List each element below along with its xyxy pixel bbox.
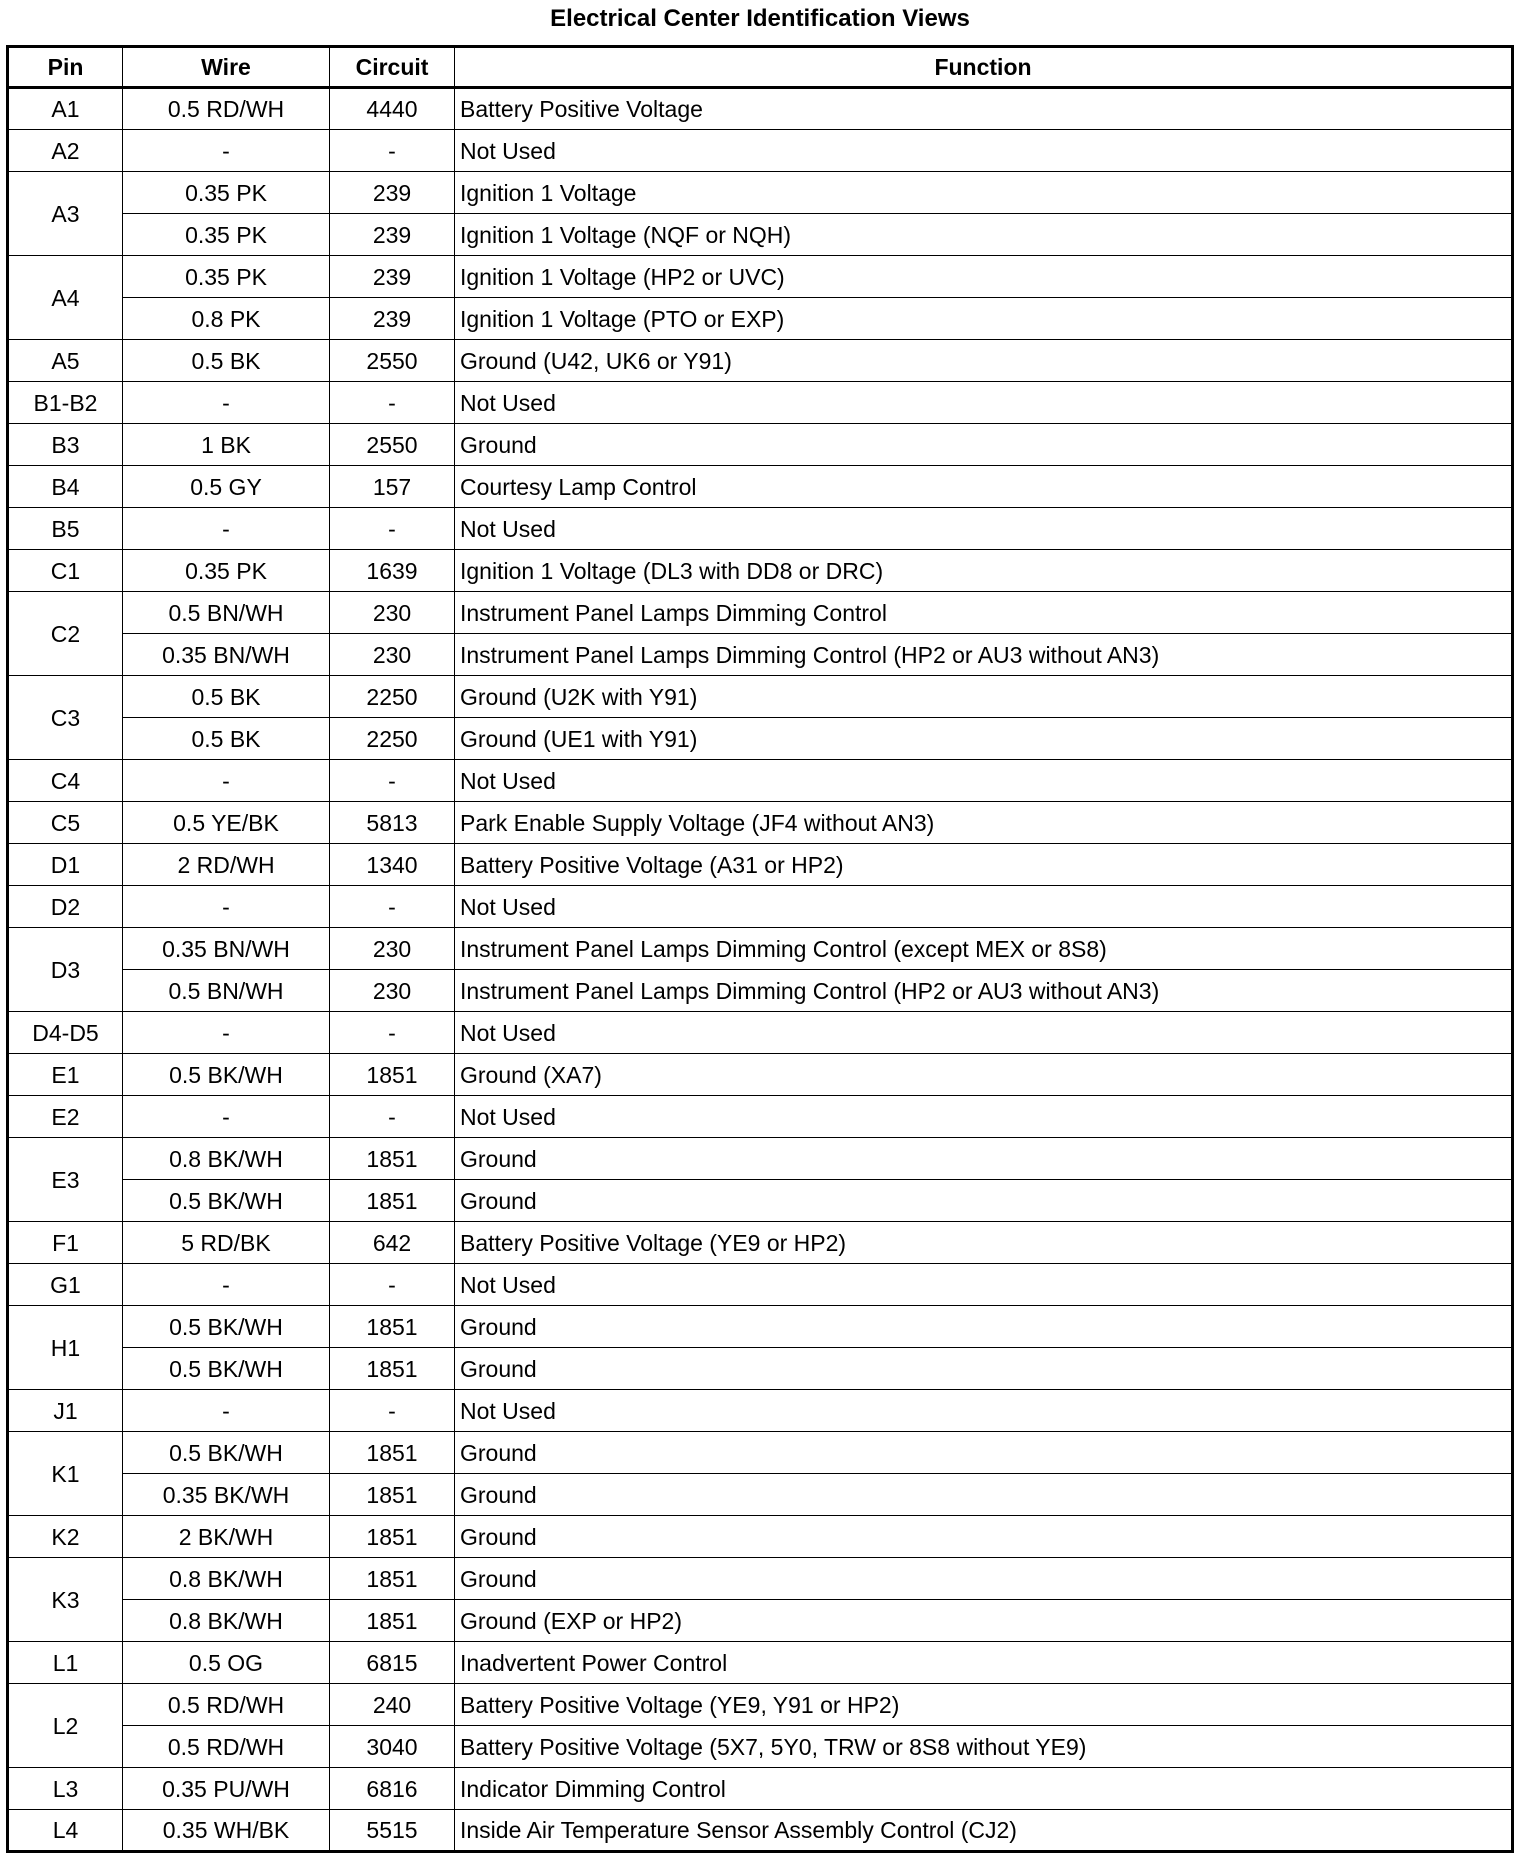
wire-cell: 0.5 YE/BK [123,802,330,844]
function-cell: Ignition 1 Voltage [455,172,1513,214]
circuit-cell: 5813 [330,802,455,844]
table-row [8,1222,1513,1264]
function-cell: Ground [455,1138,1513,1180]
table-row [8,1054,1513,1096]
wire-cell: 0.5 BK [123,718,330,760]
table-row [8,1768,1513,1810]
function-cell: Battery Positive Voltage (YE9, Y91 or HP2) [455,1684,1513,1726]
circuit-cell: 1851 [330,1600,455,1642]
circuit-cell: 1851 [330,1558,455,1600]
wire-cell: 0.5 BK/WH [123,1054,330,1096]
table-row [8,760,1513,802]
pin-cell: K3 [8,1558,123,1642]
circuit-cell: 1340 [330,844,455,886]
circuit-cell: 230 [330,970,455,1012]
function-cell: Instrument Panel Lamps Dimming Control (HP2 or AU3 without AN3) [455,634,1513,676]
function-cell: Not Used [455,1264,1513,1306]
function-cell: Ground [455,1306,1513,1348]
table-row [8,466,1513,508]
wire-cell: 0.35 PK [123,550,330,592]
table-row [8,634,1513,676]
table-row [8,844,1513,886]
table-row [8,1642,1513,1684]
table-row [8,1600,1513,1642]
function-cell: Not Used [455,1012,1513,1054]
circuit-cell: 230 [330,592,455,634]
wire-cell: - [123,1012,330,1054]
wire-cell: 2 BK/WH [123,1516,330,1558]
function-cell: Ground [455,1348,1513,1390]
function-cell: Not Used [455,382,1513,424]
table-row [8,1264,1513,1306]
pin-cell: A3 [8,172,123,256]
circuit-cell: - [330,886,455,928]
circuit-cell: 239 [330,256,455,298]
table-row [8,676,1513,718]
function-cell: Ground (U42, UK6 or Y91) [455,340,1513,382]
table-row [8,1348,1513,1390]
function-cell: Ground [455,1516,1513,1558]
wire-cell: 1 BK [123,424,330,466]
table-row [8,886,1513,928]
pin-cell: K1 [8,1432,123,1516]
table-row [8,928,1513,970]
wire-cell: 5 RD/BK [123,1222,330,1264]
circuit-cell: - [330,1096,455,1138]
function-cell: Ignition 1 Voltage (DL3 with DD8 or DRC) [455,550,1513,592]
function-cell: Instrument Panel Lamps Dimming Control [455,592,1513,634]
table-row [8,256,1513,298]
function-cell: Battery Positive Voltage (A31 or HP2) [455,844,1513,886]
circuit-cell: - [330,130,455,172]
table-row [8,1012,1513,1054]
column-header-circuit: Circuit [330,47,455,88]
circuit-cell: 1851 [330,1054,455,1096]
pin-cell: B1-B2 [8,382,123,424]
circuit-cell: 239 [330,214,455,256]
wire-cell: 0.5 RD/WH [123,1726,330,1768]
pin-cell: D1 [8,844,123,886]
pin-cell: B3 [8,424,123,466]
circuit-cell: - [330,508,455,550]
table-row [8,424,1513,466]
pin-cell: D3 [8,928,123,1012]
circuit-cell: 2550 [330,340,455,382]
circuit-cell: 1851 [330,1138,455,1180]
table-row [8,214,1513,256]
table-row [8,340,1513,382]
column-header-pin: Pin [8,47,123,88]
pin-cell: L4 [8,1810,123,1852]
circuit-cell: - [330,1264,455,1306]
table-row [8,130,1513,172]
wire-cell: 2 RD/WH [123,844,330,886]
wire-cell: - [123,130,330,172]
function-cell: Ground (U2K with Y91) [455,676,1513,718]
function-cell: Ground (XA7) [455,1054,1513,1096]
circuit-cell: 240 [330,1684,455,1726]
circuit-cell: 157 [330,466,455,508]
wire-cell: 0.35 BN/WH [123,634,330,676]
pin-cell: C1 [8,550,123,592]
function-cell: Not Used [455,886,1513,928]
function-cell: Not Used [455,1096,1513,1138]
table-row [8,1306,1513,1348]
pin-cell: K2 [8,1516,123,1558]
circuit-cell: - [330,1012,455,1054]
pin-cell: L3 [8,1768,123,1810]
circuit-cell: 1851 [330,1348,455,1390]
table-row [8,1810,1513,1852]
circuit-cell: 2250 [330,718,455,760]
wire-cell: - [123,508,330,550]
circuit-cell: 6815 [330,1642,455,1684]
function-cell: Ground [455,1432,1513,1474]
table-row [8,1096,1513,1138]
wire-cell: 0.35 PU/WH [123,1768,330,1810]
table-header-row [8,47,1513,88]
wire-cell: 0.8 BK/WH [123,1138,330,1180]
table-row [8,1558,1513,1600]
wire-cell: 0.5 BN/WH [123,592,330,634]
function-cell: Ground (UE1 with Y91) [455,718,1513,760]
pin-cell: A1 [8,88,123,130]
pin-cell: C3 [8,676,123,760]
table-row [8,1684,1513,1726]
pin-cell: A2 [8,130,123,172]
pin-cell: A4 [8,256,123,340]
wire-cell: 0.5 BK/WH [123,1432,330,1474]
wire-cell: 0.35 WH/BK [123,1810,330,1852]
wire-cell: - [123,886,330,928]
circuit-cell: 1851 [330,1432,455,1474]
function-cell: Ground (EXP or HP2) [455,1600,1513,1642]
table-body [8,88,1513,1852]
pin-cell: F1 [8,1222,123,1264]
pin-cell: C5 [8,802,123,844]
table-row [8,298,1513,340]
table-row [8,718,1513,760]
table-row [8,1432,1513,1474]
table-row [8,172,1513,214]
function-cell: Instrument Panel Lamps Dimming Control (except MEX or 8S8) [455,928,1513,970]
table-row [8,382,1513,424]
function-cell: Battery Positive Voltage [455,88,1513,130]
wire-cell: 0.5 BK/WH [123,1306,330,1348]
circuit-cell: - [330,382,455,424]
table-row [8,1138,1513,1180]
wire-cell: 0.5 GY [123,466,330,508]
function-cell: Indicator Dimming Control [455,1768,1513,1810]
circuit-cell: 5515 [330,1810,455,1852]
wire-cell: 0.5 BK [123,676,330,718]
table-row [8,1390,1513,1432]
function-cell: Ignition 1 Voltage (HP2 or UVC) [455,256,1513,298]
table-row [8,88,1513,130]
column-header-function: Function [455,47,1513,88]
circuit-cell: 642 [330,1222,455,1264]
circuit-cell: 1851 [330,1516,455,1558]
wire-cell: 0.5 BK [123,340,330,382]
circuit-cell: 1851 [330,1306,455,1348]
circuit-cell: 239 [330,298,455,340]
circuit-cell: 1851 [330,1474,455,1516]
pin-cell: C2 [8,592,123,676]
function-cell: Not Used [455,130,1513,172]
circuit-cell: 230 [330,634,455,676]
function-cell: Inadvertent Power Control [455,1642,1513,1684]
function-cell: Ground [455,1474,1513,1516]
table-row [8,1474,1513,1516]
wire-cell: 0.35 PK [123,256,330,298]
wire-cell: 0.8 BK/WH [123,1600,330,1642]
wire-cell: 0.5 BN/WH [123,970,330,1012]
pin-cell: D2 [8,886,123,928]
function-cell: Park Enable Supply Voltage (JF4 without AN3) [455,802,1513,844]
function-cell: Ground [455,424,1513,466]
function-cell: Not Used [455,1390,1513,1432]
pin-cell: L2 [8,1684,123,1768]
circuit-cell: 4440 [330,88,455,130]
table-row [8,1726,1513,1768]
function-cell: Courtesy Lamp Control [455,466,1513,508]
wire-cell: 0.35 BK/WH [123,1474,330,1516]
pin-cell: L1 [8,1642,123,1684]
column-header-wire: Wire [123,47,330,88]
pin-cell: E1 [8,1054,123,1096]
table-row [8,1180,1513,1222]
wire-cell: 0.35 PK [123,214,330,256]
wire-cell: - [123,1264,330,1306]
wire-cell: 0.35 PK [123,172,330,214]
function-cell: Not Used [455,760,1513,802]
wire-cell: - [123,1096,330,1138]
circuit-cell: 6816 [330,1768,455,1810]
function-cell: Not Used [455,508,1513,550]
wire-cell: 0.5 BK/WH [123,1348,330,1390]
table-row [8,508,1513,550]
table-row [8,1516,1513,1558]
wire-cell: - [123,1390,330,1432]
circuit-cell: 2250 [330,676,455,718]
wire-cell: 0.35 BN/WH [123,928,330,970]
table-row [8,592,1513,634]
function-cell: Inside Air Temperature Sensor Assembly Control (CJ2) [455,1810,1513,1852]
table-row [8,970,1513,1012]
function-cell: Ignition 1 Voltage (PTO or EXP) [455,298,1513,340]
function-cell: Battery Positive Voltage (5X7, 5Y0, TRW or 8S8 without YE9) [455,1726,1513,1768]
circuit-cell: 1851 [330,1180,455,1222]
wire-cell: 0.8 PK [123,298,330,340]
pin-table [6,45,1514,1853]
circuit-cell: 239 [330,172,455,214]
pin-cell: J1 [8,1390,123,1432]
pin-cell: D4-D5 [8,1012,123,1054]
circuit-cell: 3040 [330,1726,455,1768]
wire-cell: 0.5 BK/WH [123,1180,330,1222]
pin-cell: H1 [8,1306,123,1390]
function-cell: Ignition 1 Voltage (NQF or NQH) [455,214,1513,256]
function-cell: Instrument Panel Lamps Dimming Control (HP2 or AU3 without AN3) [455,970,1513,1012]
wire-cell: 0.8 BK/WH [123,1558,330,1600]
wire-cell: 0.5 RD/WH [123,1684,330,1726]
circuit-cell: 1639 [330,550,455,592]
circuit-cell: 2550 [330,424,455,466]
function-cell: Ground [455,1558,1513,1600]
pin-cell: B4 [8,466,123,508]
wire-cell: - [123,760,330,802]
pin-cell: B5 [8,508,123,550]
pin-cell: G1 [8,1264,123,1306]
wire-cell: 0.5 OG [123,1642,330,1684]
function-cell: Ground [455,1180,1513,1222]
function-cell: Battery Positive Voltage (YE9 or HP2) [455,1222,1513,1264]
wire-cell: - [123,382,330,424]
circuit-cell: - [330,1390,455,1432]
pin-cell: E2 [8,1096,123,1138]
pin-cell: A5 [8,340,123,382]
table-row [8,550,1513,592]
pin-cell: C4 [8,760,123,802]
page-title: Electrical Center Identification Views [550,5,970,32]
pin-cell: E3 [8,1138,123,1222]
wire-cell: 0.5 RD/WH [123,88,330,130]
circuit-cell: - [330,760,455,802]
table-row [8,802,1513,844]
circuit-cell: 230 [330,928,455,970]
